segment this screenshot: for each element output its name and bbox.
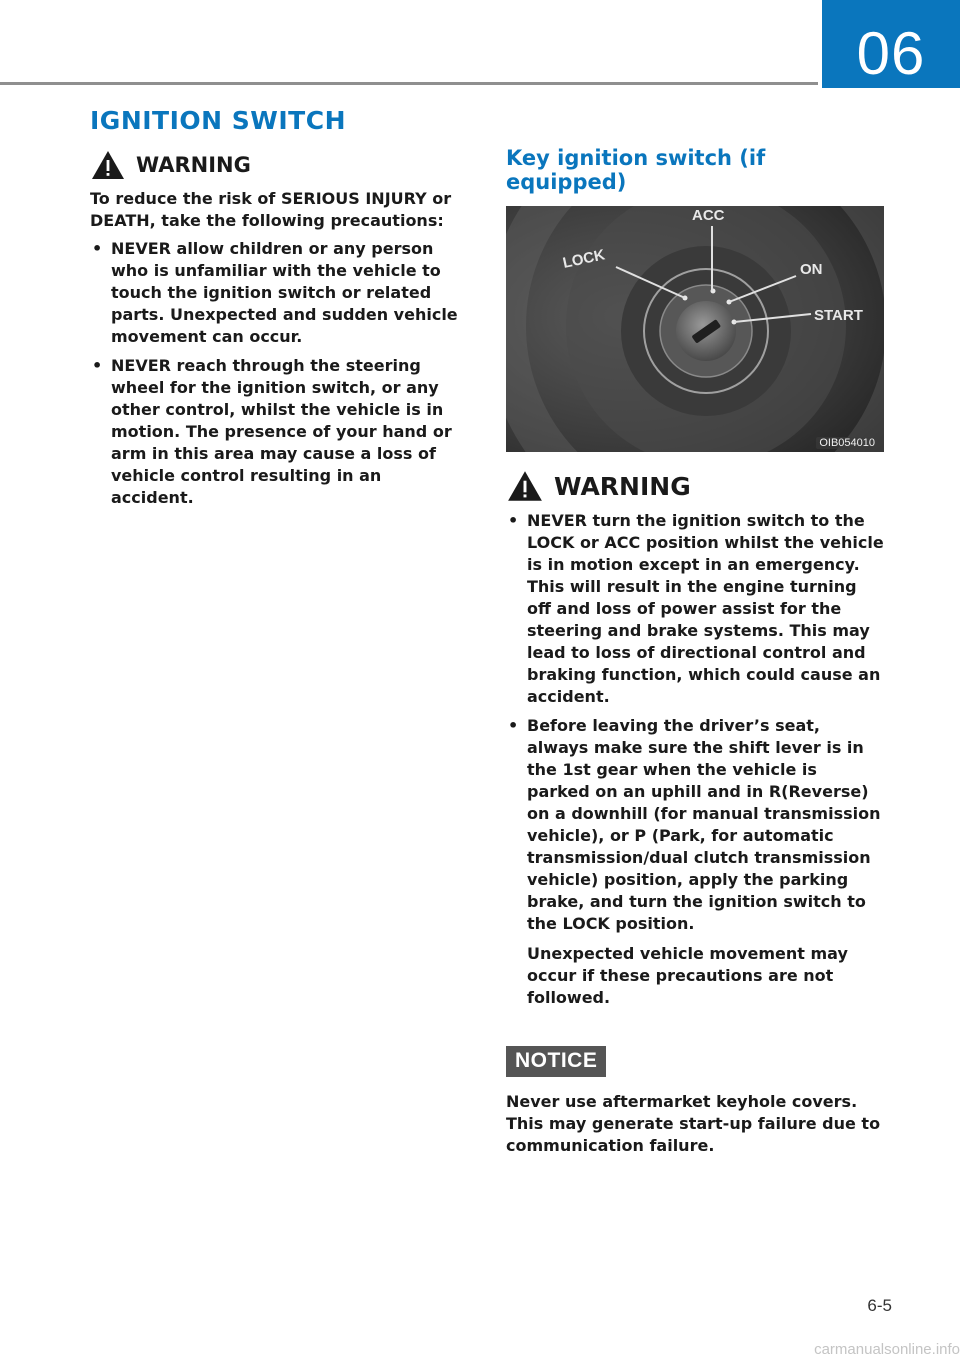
notice-badge: NOTICE [506,1046,606,1077]
warning-header [90,148,462,182]
left-column [90,148,462,516]
list-item: • NEVER reach through the steering wheel for the ignition switch, or any other control, whilst the vehicle is in motion. The presence of your hand or arm in this area may cause a loss of vehicle control resulting in an accident. [92,356,452,507]
watermark: carmanualsonline.info [814,1341,960,1358]
on-label: ON [800,261,823,278]
chapter-tab: 06 [822,0,960,88]
start-label: START [814,307,863,324]
warning-followup: Unexpected vehicle movement may occur if these precautions are not followed. [527,944,848,1007]
right-column [506,146,884,1163]
ignition-switch-figure [506,206,884,452]
subsection-title: Key ignition switch (if equipped) [506,146,766,194]
header-rule [0,82,818,85]
left-warning-list [90,238,462,509]
list-item: • Before leaving the driver’s seat, always make sure the shift lever is in the 1st gear when the vehicle is parked on an uphill and in R(Reverse) on a downhill (for manual transmission vehicle), or P (Park, for automatic transmission/dual clutch transmission vehicle) position, apply the parking brake, and turn the ignition switch to the LOCK position. Unexpected vehicle movement may occur if these precautions are not followed. [506,715,884,1009]
lock-label: LOCK [561,246,607,272]
list-item: • NEVER turn the ignition switch to the LOCK or ACC position whilst the vehicle is in motion except in an emergency. This will result in the engine turning off and loss of power assist for the steering and brake systems. This may lead to loss of directional control and braking function, which could cause an accident. [508,511,884,706]
warning-header [506,468,884,504]
page-number: 6-5 [867,1296,892,1315]
right-warning-list [506,510,884,1009]
notice-text: Never use aftermarket keyhole covers. This may generate start-up failure due to communication failure. [506,1092,881,1155]
figure-code: OIB054010 [816,437,878,449]
section-title: IGNITION SWITCH [90,106,346,135]
ignition-switch-illustration [506,206,884,452]
warning-intro: To reduce the risk of SERIOUS INJURY or DEATH, take the following precautions: [90,189,452,230]
warning-triangle-icon [90,148,126,182]
warning-title: WARNING [554,471,691,501]
warning-title: WARNING [136,153,251,177]
acc-label: ACC [692,207,725,224]
warning-triangle-icon [506,468,544,504]
list-item: • NEVER allow children or any person who is unfamiliar with the vehicle to touch the ignition switch or related parts. Unexpected and sudden vehicle movement can occur. [92,239,458,346]
